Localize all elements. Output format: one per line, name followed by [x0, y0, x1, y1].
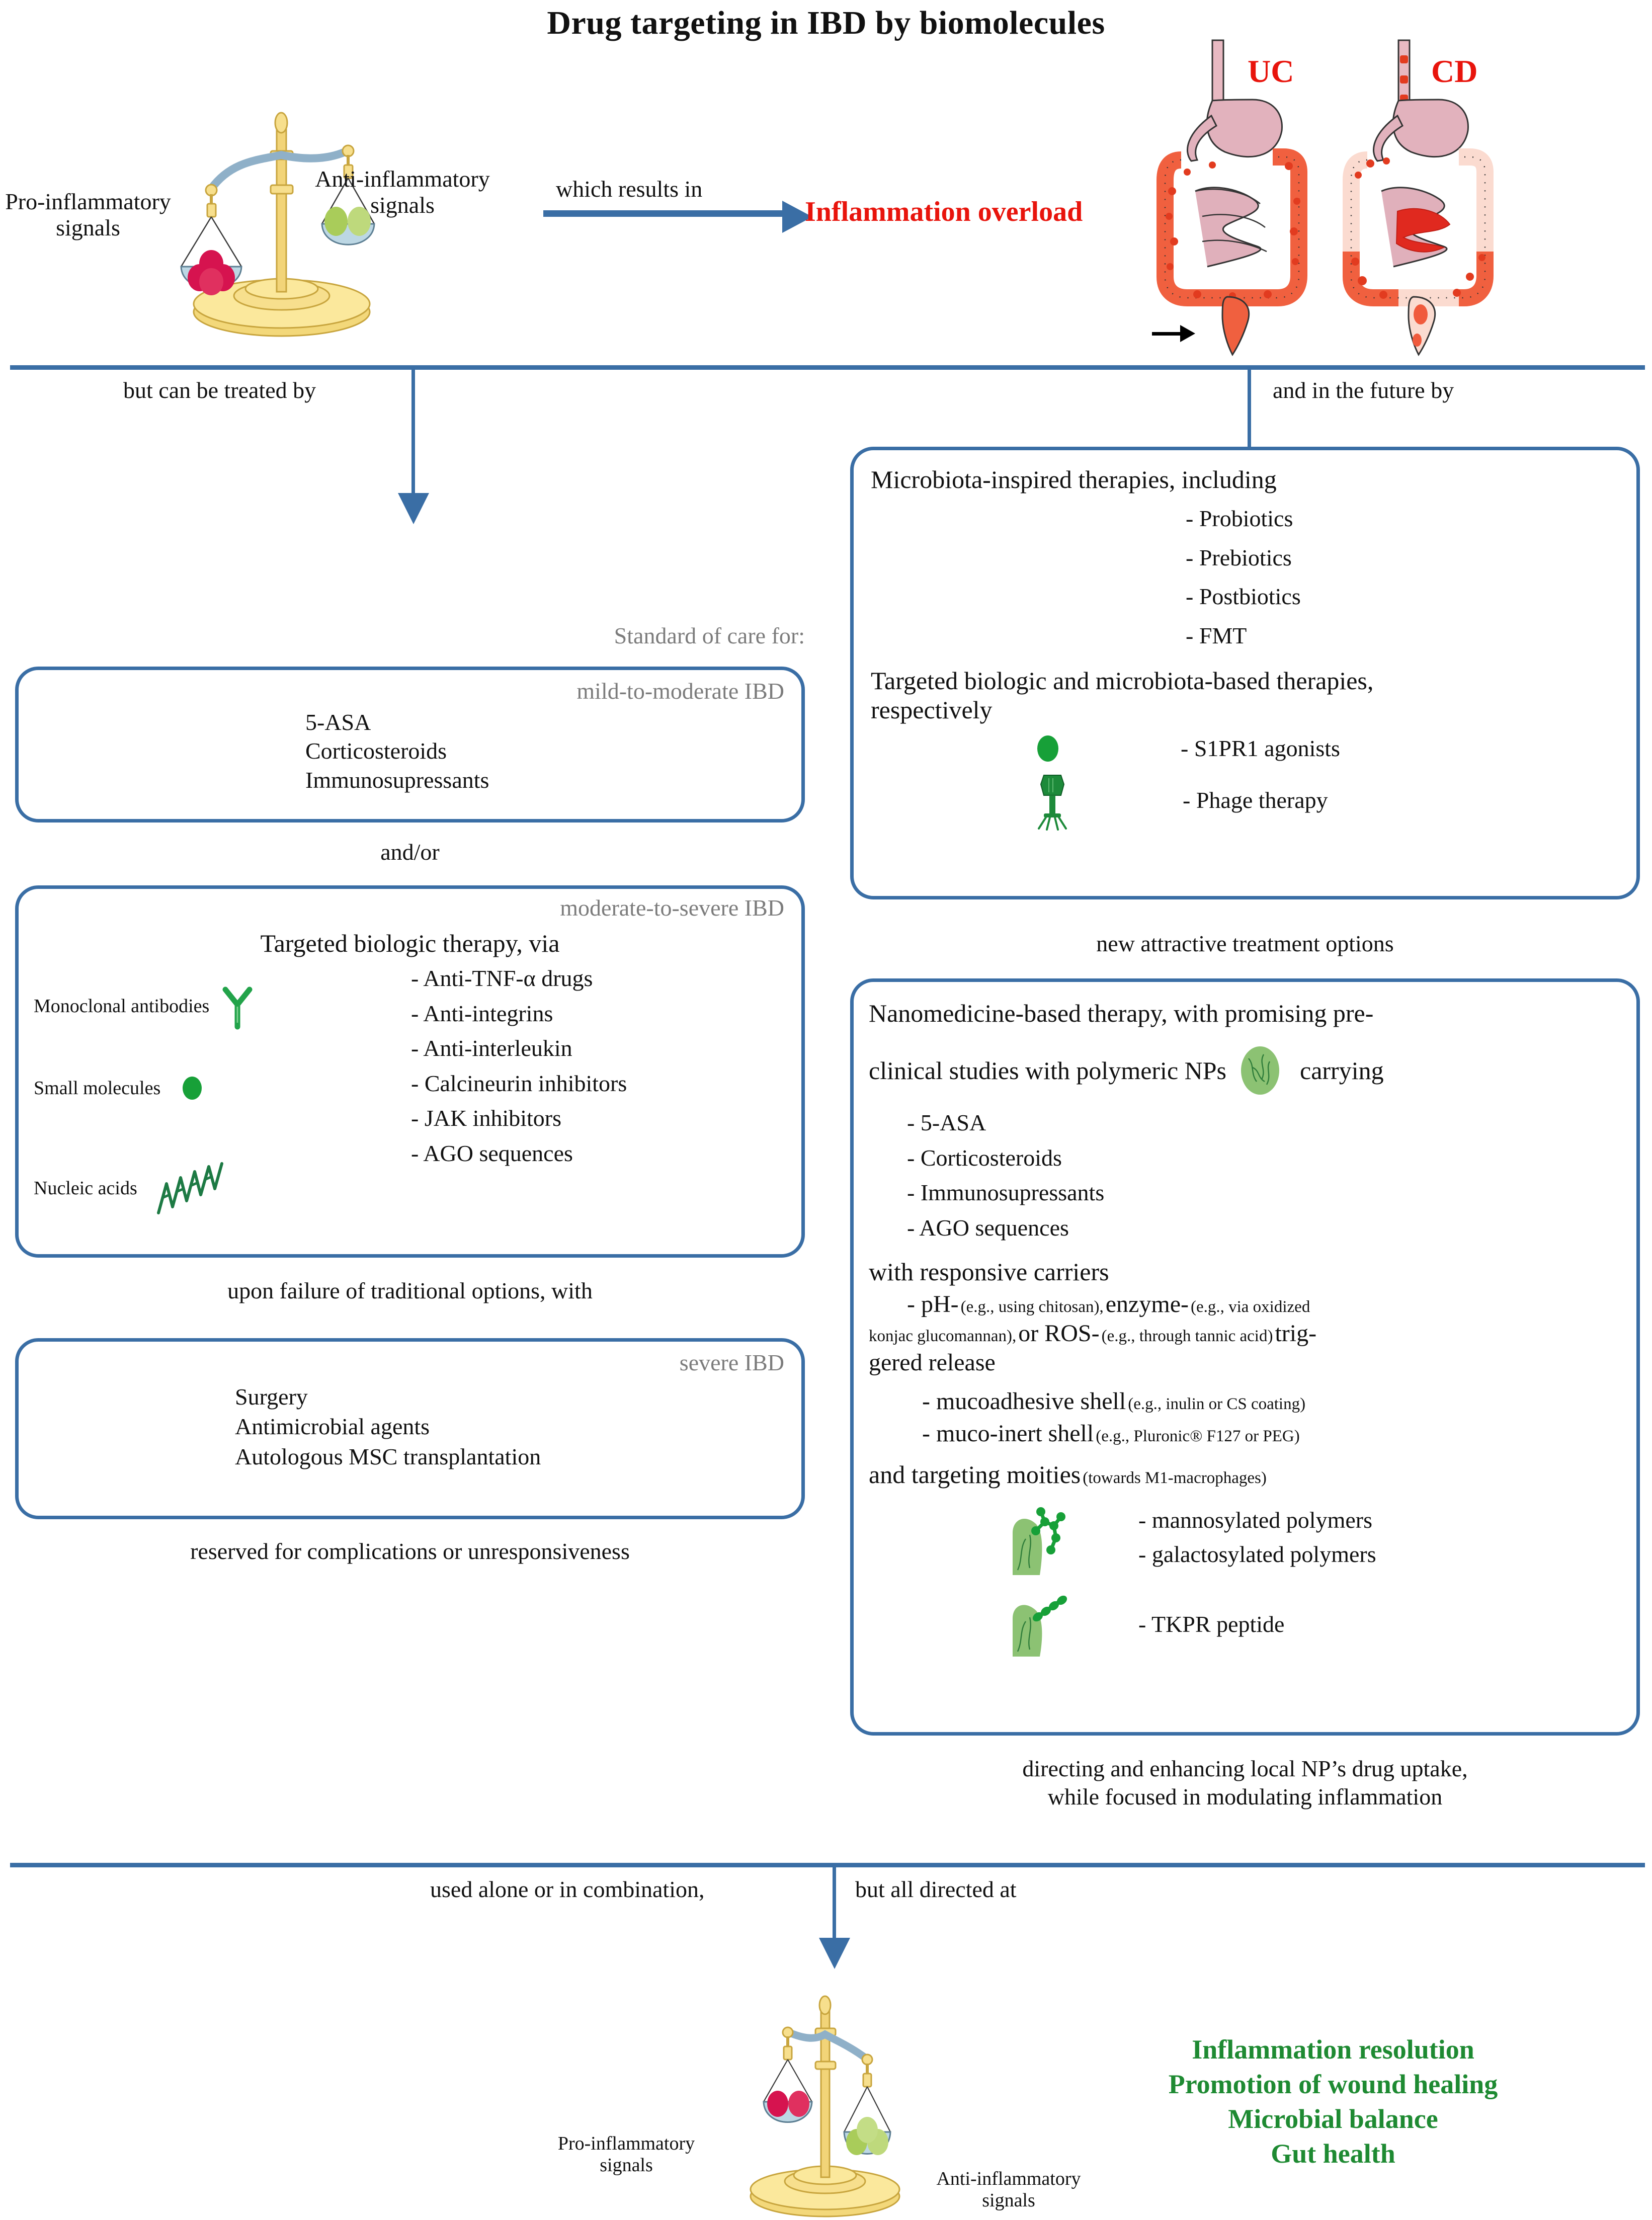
balance-scale-top — [151, 101, 412, 342]
shell-muco-inert: - muco-inert shell — [922, 1420, 1094, 1447]
cd-label: CD — [1431, 53, 1478, 89]
right-column-footnote-l1: directing and enhancing local NP’s drug uptake, — [1022, 1756, 1468, 1781]
carrier-note-tannic: (e.g., through tannic acid) — [1101, 1327, 1273, 1345]
targeting-moieties-note: (towards M1-macrophages) — [1083, 1468, 1267, 1487]
left-branch-label: but can be treated by — [123, 377, 316, 403]
list-item: - Anti-integrins — [411, 1000, 553, 1026]
results-arrow-shaft — [543, 210, 785, 217]
new-treatment-options-connector: new attractive treatment options — [1096, 931, 1394, 956]
shell-muco-inert-note: (e.g., Pluronic® F127 or PEG) — [1096, 1427, 1300, 1446]
moiety-item-mannosylated — [1005, 1500, 1636, 1575]
carrier-trigger-ph: - pH- — [907, 1291, 959, 1318]
but-all-directed-connector: but all directed at — [855, 1876, 1017, 1902]
icon-item-phage — [1035, 770, 1636, 831]
tkpr-np-icon — [1005, 1592, 1080, 1657]
list-item: Immunosupressants — [305, 767, 489, 793]
left-branch-arrow — [398, 493, 429, 524]
carrier-trigger-enzyme: enzyme- — [1105, 1291, 1189, 1318]
nanomedicine-box — [850, 978, 1640, 1736]
bottom-branch-line — [833, 1865, 836, 1940]
modality-nucleic-acids — [34, 1161, 226, 1216]
list-item: - AGO sequences — [907, 1214, 1069, 1241]
moiety-label: - galactosylated polymers — [1138, 1541, 1376, 1567]
modality-monoclonal-antibodies — [34, 984, 257, 1028]
mild-moderate-severity-label: mild-to-moderate IBD — [576, 678, 784, 704]
moiety-label: - TKPR peptide — [1138, 1611, 1285, 1637]
list-item: - Corticosteroids — [907, 1144, 1062, 1171]
list-item: - Anti-TNF-α drugs — [411, 965, 593, 991]
uc-pointer-arrow-shaft — [1152, 332, 1181, 336]
polymeric-nanoparticle-icon — [1237, 1044, 1283, 1097]
inflammation-overload-label: Inflammation overload — [805, 196, 1083, 227]
targeted-microbiota-heading-l1: Targeted biologic and microbiota-based therapies, — [871, 667, 1374, 695]
mannosylated-np-icon — [1005, 1500, 1080, 1575]
list-item: - AGO sequences — [411, 1140, 573, 1166]
left-column-footnote: reserved for complications or unresponsiveness — [190, 1538, 630, 1564]
scale-right-label-top: Anti-inflammatory signals — [315, 166, 490, 218]
shell-mucoadhesive-note: (e.g., inulin or CS coating) — [1128, 1395, 1306, 1414]
nanomedicine-heading-l2-text: clinical studies with polymeric NPs — [869, 1056, 1227, 1085]
list-item: - 5-ASA — [907, 1110, 986, 1135]
moderate-severe-severity-label: moderate-to-severe IBD — [560, 895, 784, 921]
uc-pointer-arrow-head — [1180, 325, 1195, 342]
carrier-note-chitosan: (e.g., using chitosan), — [960, 1298, 1104, 1317]
microbiota-therapies-box — [850, 447, 1640, 899]
carrier-note-oxidized: (e.g., via oxidized — [1190, 1298, 1310, 1317]
scale-right-label-bottom: Anti-inflammatory signals — [936, 2168, 1081, 2211]
outcome-item: Promotion of wound healing — [1168, 2069, 1498, 2100]
bottom-branch-arrow — [819, 1938, 850, 1969]
cd-intestine-illustration — [1338, 40, 1504, 357]
modality-label: Nucleic acids — [34, 1177, 137, 1199]
icon-item-label: - S1PR1 agonists — [1181, 735, 1340, 762]
moiety-label: - mannosylated polymers — [1138, 1507, 1373, 1533]
list-item: - Anti-interleukin — [411, 1035, 572, 1061]
upon-failure-connector: upon failure of traditional options, with — [227, 1278, 593, 1303]
right-column-footnote-l2: while focused in modulating inflammation — [1047, 1784, 1443, 1810]
icon-item-label: - Phage therapy — [1183, 787, 1328, 813]
used-alone-connector: used alone or in combination, — [430, 1876, 705, 1902]
list-item: - JAK inhibitors — [411, 1105, 561, 1131]
severe-severity-label: severe IBD — [679, 1350, 784, 1375]
modality-label: Small molecules — [34, 1077, 161, 1099]
carrier-gered-release: gered release — [869, 1349, 996, 1376]
which-results-in-label: which results in — [556, 176, 703, 202]
scale-left-label-bottom: Pro-inflammatory signals — [557, 2133, 695, 2176]
uc-label: UC — [1248, 53, 1294, 89]
outcomes-list — [1107, 2032, 1559, 2171]
moiety-item-tkpr — [1005, 1592, 1636, 1657]
severe-ibd-box — [15, 1338, 805, 1519]
left-branch-line — [411, 367, 415, 495]
green-dot-icon — [1035, 734, 1061, 763]
list-item: Corticosteroids — [305, 738, 447, 764]
list-item: - Postbiotics — [1186, 584, 1301, 610]
modality-small-molecules — [34, 1075, 204, 1101]
nanomedicine-heading-l1: Nanomedicine-based therapy, with promising pre- — [869, 999, 1374, 1027]
biologic-drug-list — [411, 965, 627, 1166]
page-title: Drug targeting in IBD by biomolecules — [547, 5, 1105, 41]
list-item: Surgery — [235, 1383, 308, 1410]
right-branch-label: and in the future by — [1273, 377, 1454, 403]
list-item: 5-ASA — [305, 709, 371, 735]
balance-scale-bottom — [704, 1982, 946, 2218]
carrier-note-konjac: konjac glucomannan), — [869, 1327, 1017, 1345]
targeted-microbiota-heading-l2: respectively — [871, 696, 993, 724]
nanomedicine-heading-l2 — [869, 1044, 1636, 1097]
list-item: - Prebiotics — [1186, 544, 1292, 570]
bacteriophage-icon — [1035, 770, 1070, 831]
scale-left-label-top: Pro-inflammatory signals — [5, 189, 171, 240]
list-item: - Probiotics — [1186, 506, 1293, 531]
nucleic-acid-squiggle-icon — [155, 1161, 226, 1216]
green-dot-icon — [181, 1075, 204, 1101]
and-or-connector: and/or — [380, 839, 440, 865]
icon-item-s1pr1 — [1035, 734, 1636, 763]
antibody-icon — [218, 984, 257, 1028]
list-item: - FMT — [1186, 622, 1247, 648]
mild-moderate-ibd-box — [15, 667, 805, 823]
bottom-divider-rule — [10, 1863, 1645, 1867]
top-divider-rule — [10, 365, 1645, 370]
outcome-item: Gut health — [1271, 2139, 1395, 2169]
modality-label: Monoclonal antibodies — [34, 995, 210, 1017]
outcome-item: Microbial balance — [1228, 2104, 1438, 2134]
carrier-trigger-ros: or ROS- — [1018, 1320, 1100, 1347]
targeting-moieties-heading: and targeting moities — [869, 1460, 1081, 1489]
list-item: Autologous MSC transplantation — [235, 1443, 541, 1469]
shell-mucoadhesive: - mucoadhesive shell — [922, 1388, 1126, 1415]
moderate-severe-ibd-box — [15, 885, 805, 1258]
list-item: Antimicrobial agents — [235, 1414, 430, 1440]
targeted-biologic-heading: Targeted biologic therapy, via — [260, 929, 560, 957]
nanomedicine-heading-l2-tail: carrying — [1300, 1056, 1384, 1085]
microbiota-heading: Microbiota-inspired therapies, including — [871, 465, 1277, 494]
outcome-item: Inflammation resolution — [1192, 2034, 1474, 2065]
responsive-carriers-heading: with responsive carriers — [869, 1258, 1109, 1286]
list-item: - Calcineurin inhibitors — [411, 1070, 627, 1096]
carrier-trigger-trig: trig- — [1275, 1320, 1317, 1347]
standard-of-care-label: Standard of care for: — [614, 623, 805, 648]
list-item: - Immunosupressants — [907, 1180, 1105, 1206]
